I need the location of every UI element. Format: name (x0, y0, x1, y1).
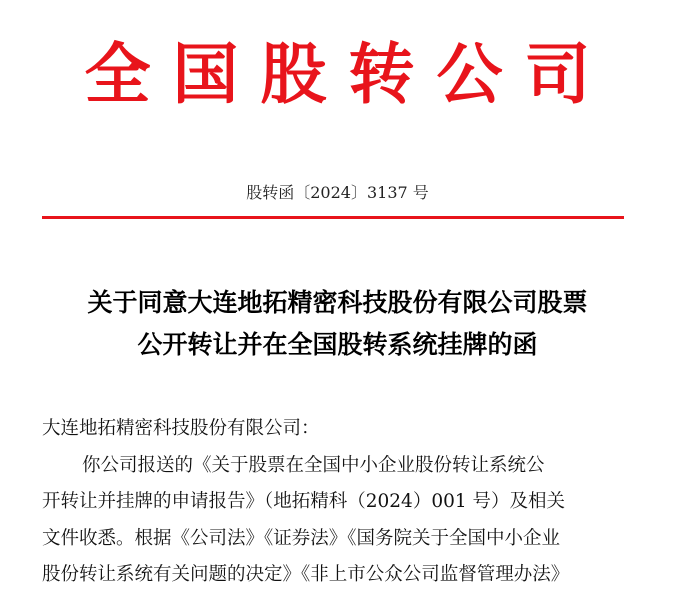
document-number: 股转函〔2024〕3137 号 (246, 183, 429, 202)
title-line-2: 公开转让并在全国股转系统挂牌的函 (137, 330, 538, 359)
red-divider-line (42, 216, 624, 219)
title-line-1: 关于同意大连地拓精密科技股份有限公司股票 (87, 288, 588, 317)
body-line-3: 文件收悉。根据《公司法》《证券法》《国务院关于全国中小企业 (42, 527, 561, 549)
body-line-2: 开转让并挂牌的申请报告》（地拓精科（2024）001 号）及相关 (42, 491, 566, 512)
document-title (0, 282, 675, 366)
addressee: 大连地拓精密科技股份有限公司： (42, 418, 320, 439)
body-line-4: 股份转让系统有关问题的决定》《非上市公众公司监督管理办法》 (42, 564, 570, 585)
body-line-1: 你公司报送的《关于股票在全国中小企业股份转让系统公 (82, 454, 545, 476)
issuer-masthead: 全国股转公司 (84, 35, 613, 113)
letter-body (42, 411, 642, 594)
